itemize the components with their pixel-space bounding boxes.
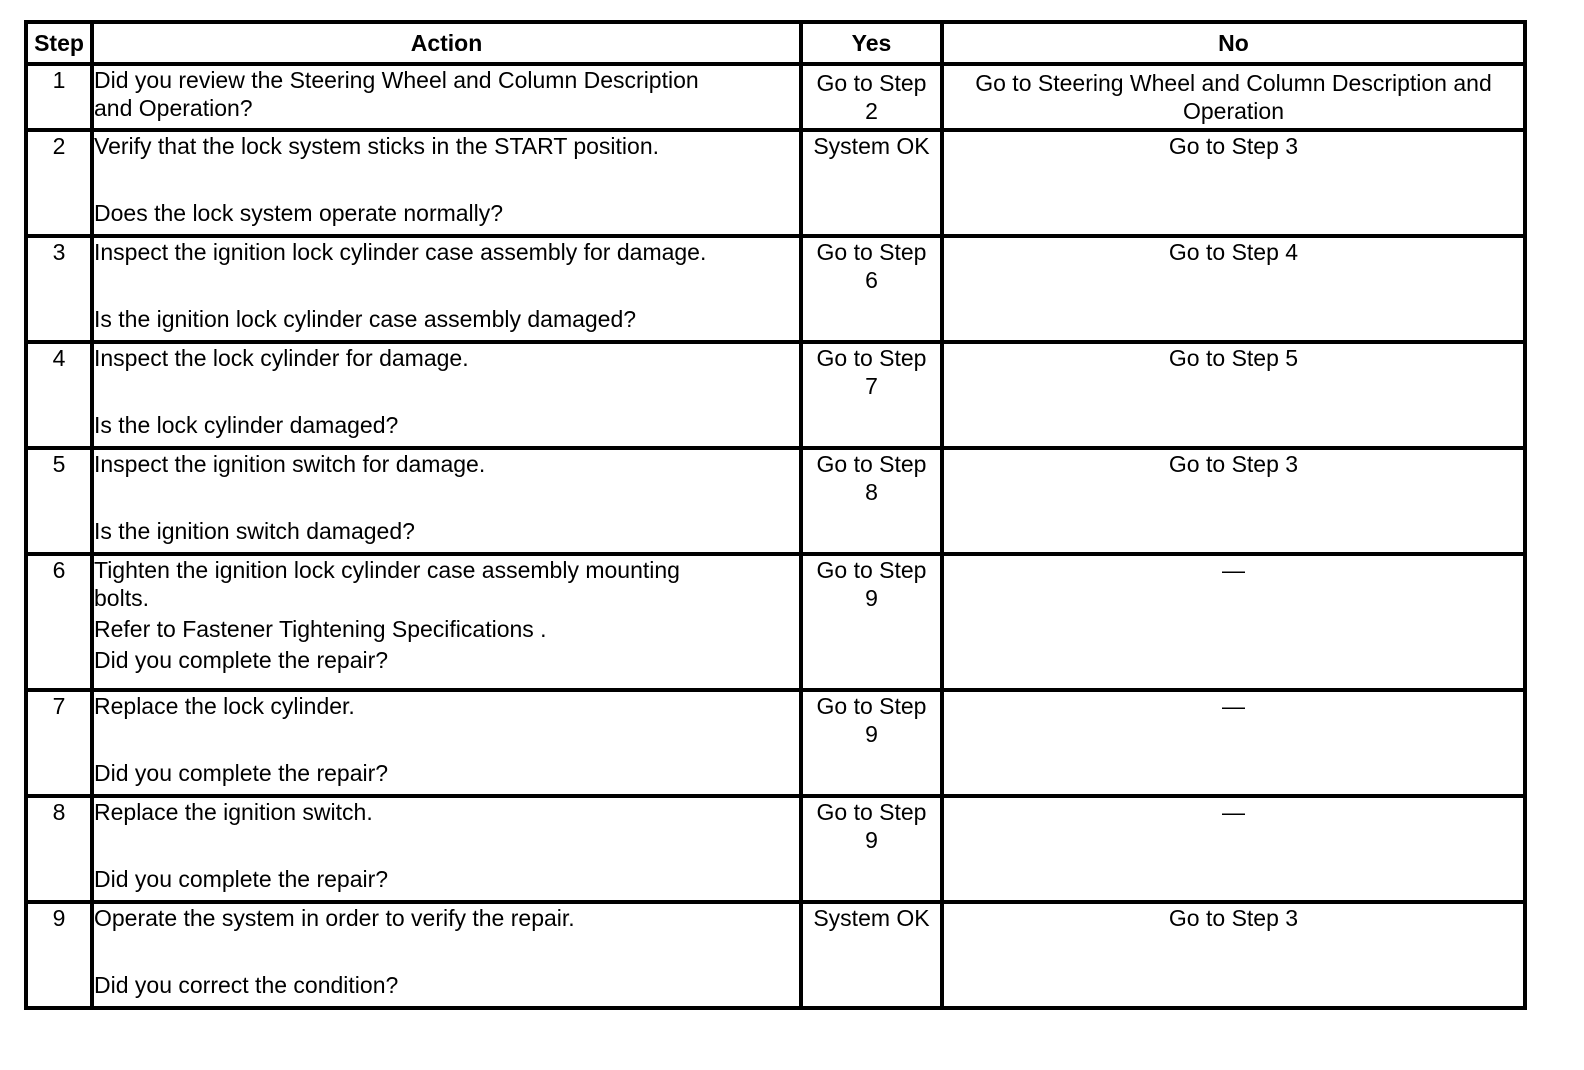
table-row xyxy=(26,554,1525,690)
step-number: 8 xyxy=(26,796,92,902)
table-row xyxy=(26,130,1525,236)
action-text: Inspect the ignition lock cylinder case assembly for damage. xyxy=(94,239,707,265)
action-cell xyxy=(92,342,801,448)
action-text: Did you complete the repair? xyxy=(94,760,389,786)
yes-text: Go to Step xyxy=(816,557,927,583)
yes-text: 9 xyxy=(865,827,878,853)
yes-text: System OK xyxy=(813,905,930,931)
action-text: Does the lock system operate normally? xyxy=(94,200,504,226)
yes-text: Go to Step xyxy=(816,693,927,719)
step-number: 5 xyxy=(26,448,92,554)
no-cell xyxy=(942,130,1525,236)
yes-text: 6 xyxy=(865,267,878,293)
action-text: Replace the lock cylinder. xyxy=(94,693,355,719)
table-row xyxy=(26,796,1525,902)
no-text: — xyxy=(1222,693,1245,719)
yes-cell xyxy=(801,796,942,902)
table-row xyxy=(26,690,1525,796)
action-text: Refer to Fastener Tightening Specifications . xyxy=(94,616,547,642)
no-cell xyxy=(942,236,1525,342)
yes-text: Go to Step xyxy=(816,345,927,371)
no-text: Go to Steering Wheel and Column Description and xyxy=(975,70,1492,96)
action-text: Did you review the Steering Wheel and Column Description xyxy=(94,67,699,93)
no-text: Operation xyxy=(1182,98,1284,124)
no-text: Go to Step 3 xyxy=(1168,451,1299,477)
yes-cell xyxy=(801,448,942,554)
no-cell xyxy=(942,554,1525,690)
step-number: 3 xyxy=(26,236,92,342)
action-text: bolts. xyxy=(94,585,149,611)
action-text: Is the ignition lock cylinder case assembly damaged? xyxy=(94,306,637,332)
table-row xyxy=(26,342,1525,448)
action-text: Inspect the lock cylinder for damage. xyxy=(94,345,469,371)
yes-text: Go to Step xyxy=(816,799,927,825)
no-text: Go to Step 4 xyxy=(1168,239,1299,265)
diagnostic-table xyxy=(24,20,1527,1010)
action-cell xyxy=(92,554,801,690)
table-row xyxy=(26,236,1525,342)
action-text: Is the lock cylinder damaged? xyxy=(94,412,399,438)
step-number: 9 xyxy=(26,902,92,1008)
no-cell xyxy=(942,902,1525,1008)
step-number: 1 xyxy=(26,64,92,130)
step-number: 7 xyxy=(26,690,92,796)
action-text: Inspect the ignition switch for damage. xyxy=(94,451,486,477)
header-yes: Yes xyxy=(801,22,942,64)
table-row xyxy=(26,448,1525,554)
yes-text: 9 xyxy=(865,721,878,747)
yes-cell xyxy=(801,902,942,1008)
action-text: Operate the system in order to verify the repair. xyxy=(94,905,575,931)
yes-text: System OK xyxy=(813,133,930,159)
no-text: Go to Step 5 xyxy=(1168,345,1299,371)
step-number: 6 xyxy=(26,554,92,690)
action-text: Tighten the ignition lock cylinder case assembly mounting xyxy=(94,557,680,583)
action-text: Verify that the lock system sticks in the START position. xyxy=(94,133,660,159)
table-row xyxy=(26,902,1525,1008)
yes-cell xyxy=(801,64,942,130)
no-cell xyxy=(942,690,1525,796)
action-text: Did you complete the repair? xyxy=(94,866,389,892)
step-number: 4 xyxy=(26,342,92,448)
yes-text: 2 xyxy=(865,98,878,124)
yes-text: 9 xyxy=(865,585,878,611)
header-no: No xyxy=(942,22,1525,64)
no-cell xyxy=(942,448,1525,554)
action-text: and Operation? xyxy=(94,95,253,121)
action-cell xyxy=(92,690,801,796)
no-text: — xyxy=(1222,557,1245,583)
yes-text: Go to Step xyxy=(816,451,927,477)
action-text: Is the ignition switch damaged? xyxy=(94,518,415,544)
yes-text: Go to Step xyxy=(816,239,927,265)
header-action: Action xyxy=(92,22,801,64)
step-number: 2 xyxy=(26,130,92,236)
no-text: — xyxy=(1222,799,1245,825)
yes-text: 7 xyxy=(865,373,878,399)
action-cell xyxy=(92,236,801,342)
action-text: Did you correct the condition? xyxy=(94,972,399,998)
yes-text: Go to Step xyxy=(816,70,927,96)
yes-cell xyxy=(801,130,942,236)
action-text: Replace the ignition switch. xyxy=(94,799,373,825)
yes-cell xyxy=(801,236,942,342)
no-text: Go to Step 3 xyxy=(1168,905,1299,931)
no-cell xyxy=(942,64,1525,130)
yes-text: 8 xyxy=(865,479,878,505)
no-cell xyxy=(942,342,1525,448)
yes-cell xyxy=(801,690,942,796)
header-step: Step xyxy=(26,22,92,64)
no-text: Go to Step 3 xyxy=(1168,133,1299,159)
action-cell xyxy=(92,64,801,130)
action-cell xyxy=(92,902,801,1008)
action-cell xyxy=(92,448,801,554)
no-cell xyxy=(942,796,1525,902)
action-text: Did you complete the repair? xyxy=(94,647,389,673)
action-cell xyxy=(92,130,801,236)
header-row xyxy=(26,22,1525,64)
yes-cell xyxy=(801,554,942,690)
action-cell xyxy=(92,796,801,902)
yes-cell xyxy=(801,342,942,448)
table-row xyxy=(26,64,1525,130)
